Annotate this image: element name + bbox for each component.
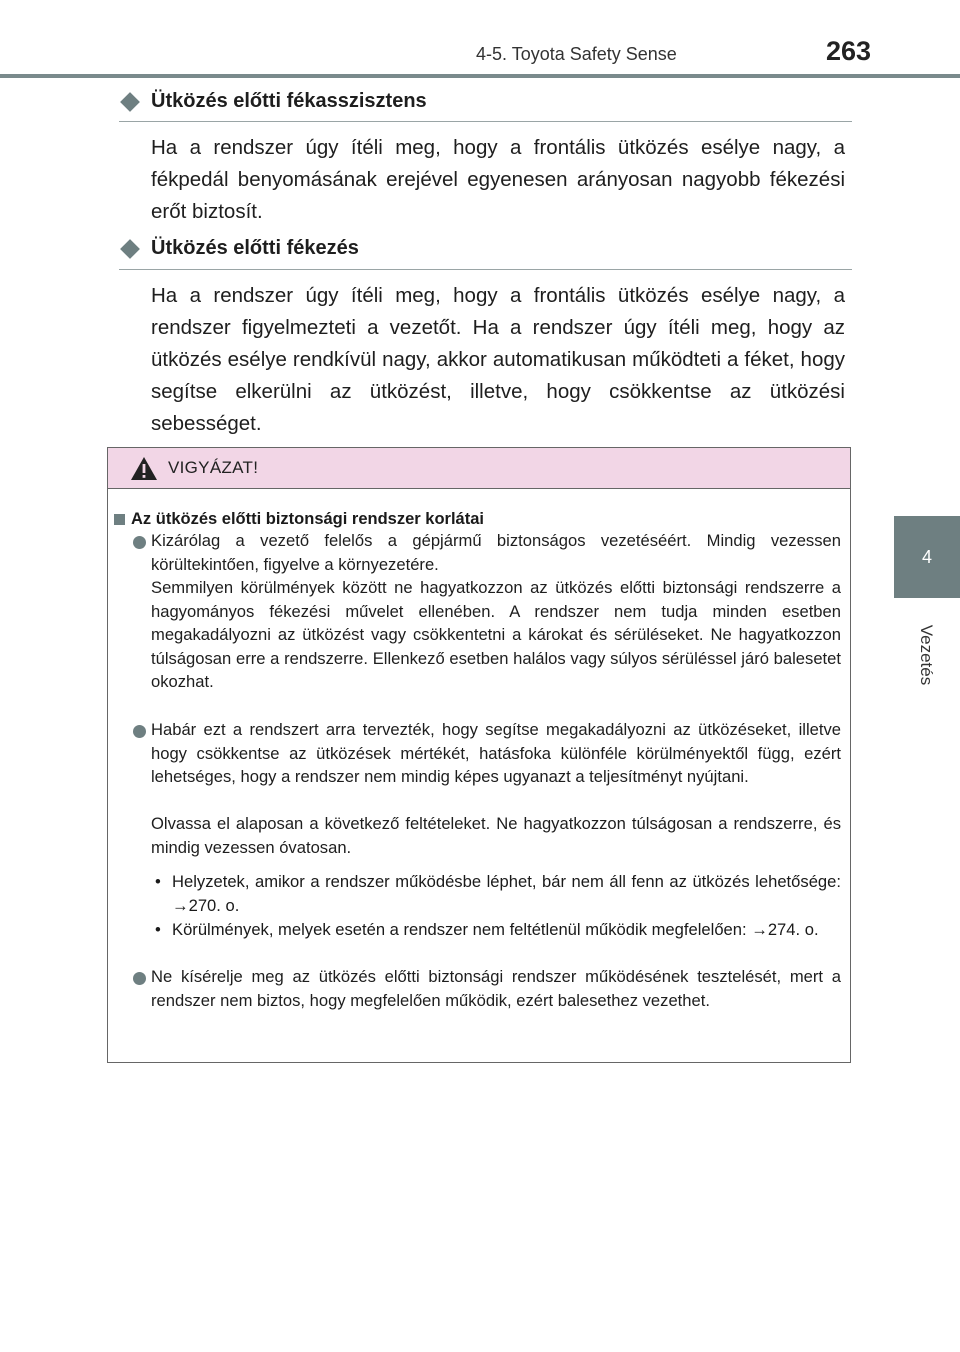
circle-bullet-icon — [133, 972, 146, 985]
chapter-tab-label — [883, 612, 960, 698]
header-section-title: 4-5. Toyota Safety Sense — [476, 44, 677, 64]
circle-bullet-icon — [133, 536, 146, 549]
section-body: Ha a rendszer úgy ítéli meg, hogy a frontális ütközés esélye nagy, a fékpedál benyomásának erejével egyenesen arányosan nagyobb fékezési erőt biztosít. — [151, 136, 845, 223]
dot-bullet: • — [155, 872, 161, 891]
warning-item-text: Habár ezt a rendszert arra tervezték, hogy segítse megakadályozni az ütközéseket, illetve hogy csökkentse az ütközések mértékét, hatásfoka különféle körülményektől függ, ezért lehetséges, hogy a rendszer nem mindig képes ugyanazt a teljesítményt nyújtani. — [151, 720, 841, 786]
warning-triangle-icon — [130, 456, 158, 481]
section-heading — [119, 237, 359, 260]
section-heading-rule — [119, 269, 852, 270]
diamond-bullet-icon — [120, 92, 140, 112]
section-heading — [119, 90, 427, 113]
circle-bullet-icon — [133, 725, 146, 738]
warning-item-text: Olvassa el alaposan a következő feltételeket. Ne hagyatkozzon túlságosan a rendszerre, és mindig vezessen óvatosan. — [151, 814, 841, 857]
warning-header — [108, 448, 850, 489]
reference-list-item — [155, 918, 841, 942]
section-heading-text: Ütközés előtti fékezés — [151, 237, 359, 259]
reference-list-item — [155, 870, 841, 917]
square-bullet-icon — [114, 514, 125, 525]
chapter-tab: 4 — [894, 516, 960, 598]
warning-item-text: Ne kísérelje meg az ütközés előtti biztonsági rendszer működésének tesztelését, mert a rendszer nem biztos, hogy megfelelően működik, ezért balesethez vezethet. — [151, 967, 841, 1010]
section-body: Ha a rendszer úgy ítéli meg, hogy a frontális ütközés esélye nagy, a rendszer figyelmezteti a vezetőt. Ha a rendszer úgy ítéli meg, hogy az ütközés esélye rendkívül nagy, akkor automatikusan működteti a féket, hogy segítse elkerülni az ütközést, illetve, hogy csökkentse az ütközési sebességet. — [151, 284, 845, 435]
dot-bullet: • — [155, 920, 161, 939]
diamond-bullet-icon — [120, 239, 140, 259]
reference-text: Helyzetek, amikor a rendszer működésbe léphet, bár nem áll fenn az ütközés lehetősége: →270. o. — [172, 872, 841, 915]
chapter-tab-label-text: Vezetés — [917, 624, 936, 686]
reference-text: Körülmények, melyek esetén a rendszer nem feltétlenül működik megfelelően: →274. o. — [172, 920, 819, 939]
page-number: 263 — [826, 36, 872, 66]
section-heading-rule — [119, 121, 852, 122]
warning-title: VIGYÁZAT! — [168, 458, 259, 477]
warning-item-text: Semmilyen körülmények között ne hagyatkozzon az ütközés előtti biztonsági rendszerre a hagyományos fékezési művelet ellenében. A rendszer nem tudja minden esetben megakadályozni az ütközést vagy csökkentetni a károkat és sérüléseket. Ne hagyatkozzon túlságosan erre a rendszerre. Ellenkező esetben halálos vagy súlyos sérüléssel járó balesetet okozhat. — [151, 578, 841, 691]
warning-subheading-text: Az ütközés előtti biztonsági rendszer korlátai — [131, 510, 484, 528]
warning-subheading — [114, 510, 484, 529]
warning-item-text: Kizárólag a vezető felelős a gépjármű biztonságos vezetéséért. Mindig vezessen körültekintően, figyelve a környezetére. — [151, 531, 841, 574]
header-rule — [0, 74, 960, 78]
section-heading-text: Ütközés előtti fékasszisztens — [151, 90, 427, 112]
warning-box — [107, 447, 851, 1063]
